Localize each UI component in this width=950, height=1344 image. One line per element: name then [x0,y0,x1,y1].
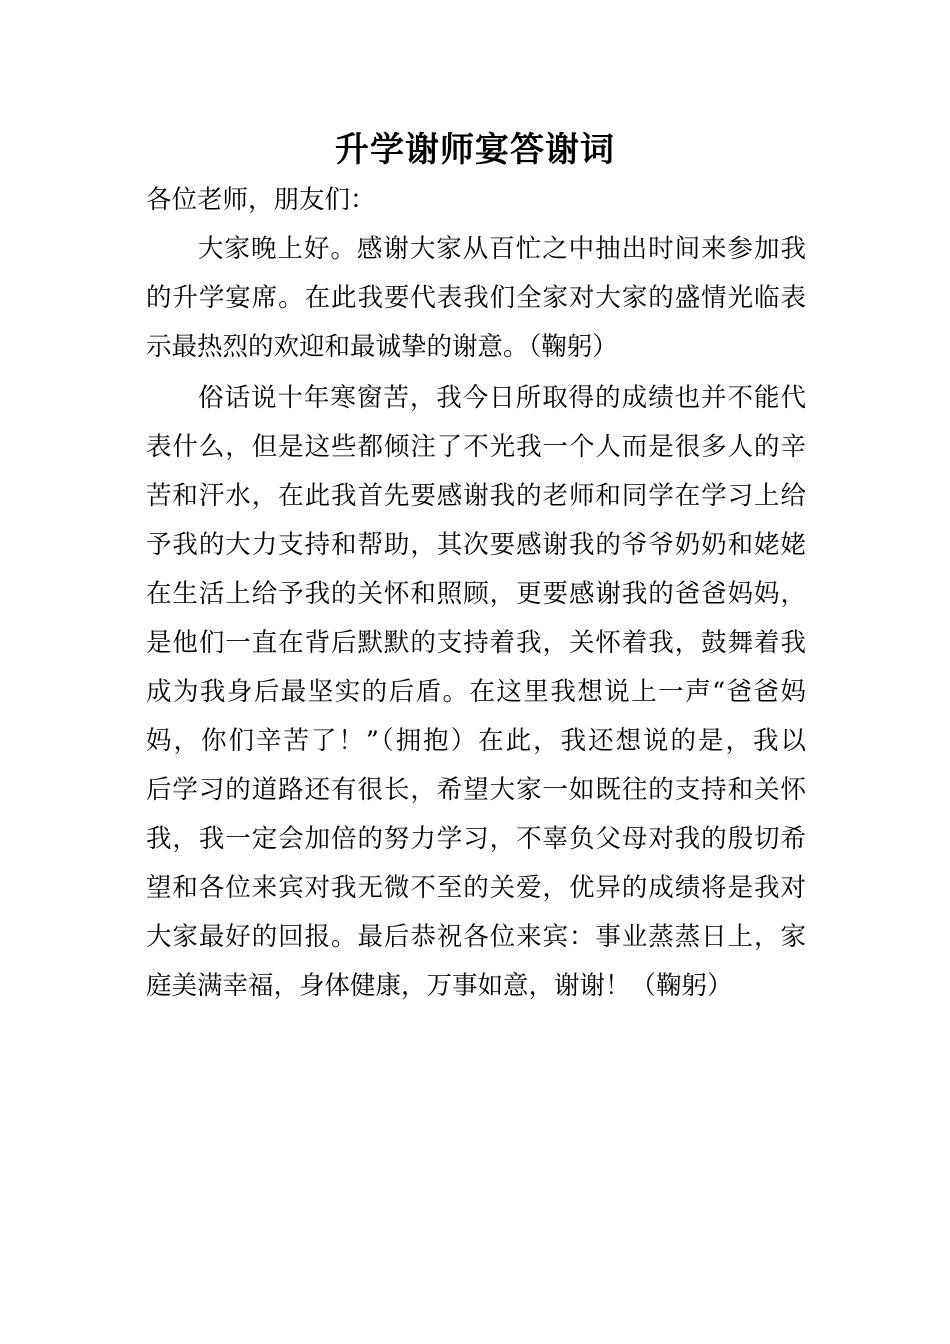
paragraph-2 [146,374,806,1011]
paragraph-2-line: 大家最好的回报。最后恭祝各位来宾：事业蒸蒸日上，家 [146,922,806,952]
paragraph-2-line: 是他们一直在背后默默的支持着我，关怀着我，鼓舞着我 [146,628,806,658]
paragraph-2-line: 在生活上给予我的关怀和照顾，更要感谢我的爸爸妈妈， [146,579,806,609]
paragraph-2-line: 后学习的道路还有很长，希望大家一如既往的支持和关怀 [146,775,806,805]
paragraph-2-line: 成为我身后最坚实的后盾。在这里我想说上一声“爸爸妈 [146,677,806,707]
document-title: 升学谢师宴答谢词 [335,130,615,170]
paragraph-2-line: 妈，你们辛苦了！”（拥抱）在此，我还想说的是，我以 [146,726,806,756]
paragraph-1-line: 示最热烈的欢迎和最诚挚的谢意。（鞠躬） [146,332,618,362]
paragraph-1 [146,225,806,372]
paragraph-2-line: 表什么，但是这些都倾注了不光我一个人而是很多人的辛 [146,432,806,462]
paragraph-2-line: 俗话说十年寒窗苦，我今日所取得的成绩也并不能代 [198,383,806,413]
paragraph-2-line: 望和各位来宾对我无微不至的关爱，优异的成绩将是我对 [146,873,806,903]
paragraph-2-line: 我，我一定会加倍的努力学习，不辜负父母对我的殷切希 [146,824,806,854]
paragraph-2-line: 苦和汗水，在此我首先要感谢我的老师和同学在学习上给 [146,481,806,511]
paragraph-2-line: 予我的大力支持和帮助，其次要感谢我的爷爷奶奶和姥姥 [146,530,806,560]
paragraph-1-line: 大家晚上好。感谢大家从百忙之中抽出时间来参加我 [198,234,806,264]
paragraph-1-line: 的升学宴席。在此我要代表我们全家对大家的盛情光临表 [146,283,806,313]
salutation: 各位老师，朋友们： [146,185,376,215]
paragraph-2-line: 庭美满幸福，身体健康，万事如意，谢谢！（鞠躬） [146,971,733,1001]
